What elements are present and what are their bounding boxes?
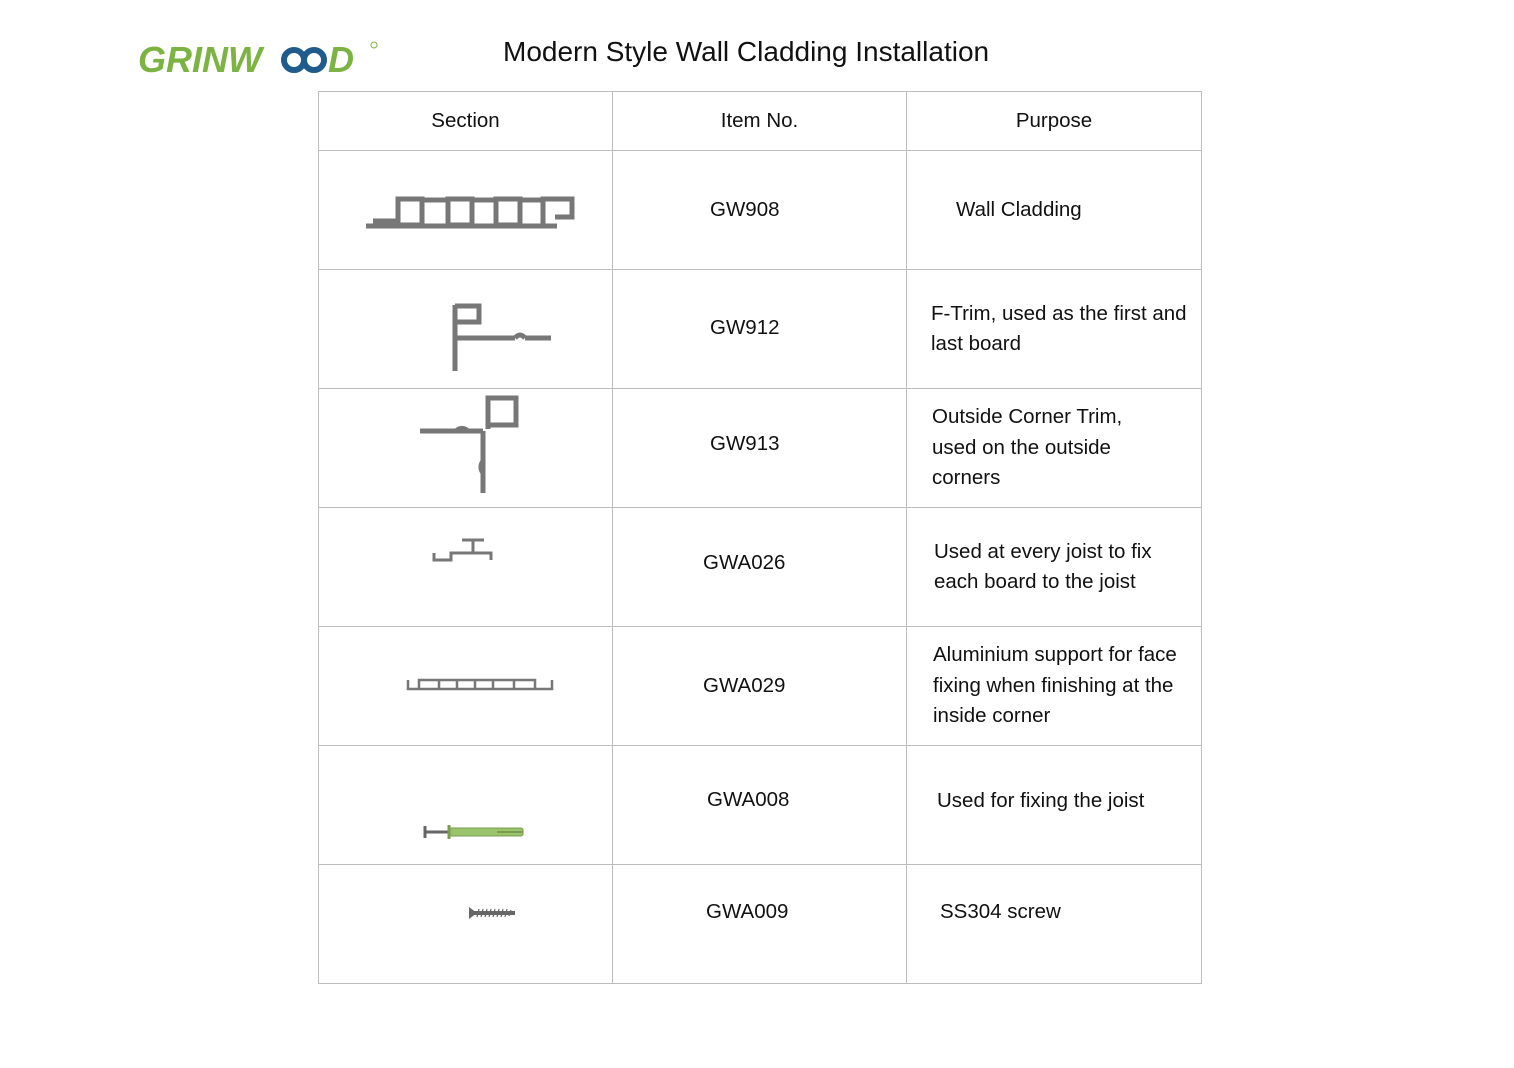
table-row [319,508,1202,627]
svg-text:D: D [328,39,354,80]
item-no-cell [613,270,907,389]
table-header-row [319,92,1202,151]
item-no-cell [613,627,907,746]
purpose-text: Wall Cladding [956,197,1082,221]
item-no-cell [613,746,907,865]
item-no: GW908 [710,198,780,221]
table-row [319,389,1202,508]
purpose-text: Used for fixing the joist [937,788,1145,812]
item-no: GWA009 [706,900,789,923]
purpose-text: Used at every joist to fix each board to the joist [934,539,1152,593]
item-no-cell [613,508,907,627]
table-row [319,865,1202,984]
table-row [319,270,1202,389]
aluminium-support-profile-icon [319,627,613,745]
table-row [319,746,1202,865]
purpose-text: Outside Corner Trim, used on the outside corners [932,405,1123,490]
purpose-cell [907,746,1202,865]
column-header-section: Section [319,92,613,151]
wall-cladding-profile-icon [319,151,613,269]
item-no-cell [613,151,907,270]
column-header-item-no: Item No. [613,92,907,151]
document-title: Modern Style Wall Cladding Installation [503,36,990,67]
expansion-anchor-icon [319,746,613,864]
item-no-cell [613,865,907,984]
item-no: GW913 [710,432,780,455]
item-no: GWA029 [703,674,786,697]
section-cell [319,270,613,389]
item-no: GW912 [710,316,780,339]
purpose-cell [907,865,1202,984]
purpose-cell [907,270,1202,389]
column-header-purpose: Purpose [907,92,1202,151]
purpose-cell [907,627,1202,746]
section-cell [319,389,613,508]
grinwood-logo [138,36,383,82]
section-cell [319,151,613,270]
f-trim-profile-icon [319,270,613,388]
table-row [319,627,1202,746]
item-no-cell [613,389,907,508]
purpose-cell [907,508,1202,627]
svg-text:GRINW: GRINW [138,39,262,80]
purpose-text: SS304 screw [940,899,1061,923]
section-cell [319,627,613,746]
section-cell [319,865,613,984]
item-no: GWA008 [707,788,790,811]
table-row [319,151,1202,270]
purpose-cell [907,151,1202,270]
purpose-text: Aluminium support for face fixing when finishing at the inside corner [933,643,1177,728]
purpose-cell [907,389,1202,508]
screw-icon [319,865,613,983]
item-no: GWA026 [703,551,786,574]
purpose-text: F-Trim, used as the first and last board [931,301,1187,355]
section-cell [319,746,613,865]
outside-corner-trim-profile-icon [319,389,613,507]
section-cell [319,508,613,627]
joist-clip-profile-icon [319,508,613,626]
parts-table [318,91,1202,984]
